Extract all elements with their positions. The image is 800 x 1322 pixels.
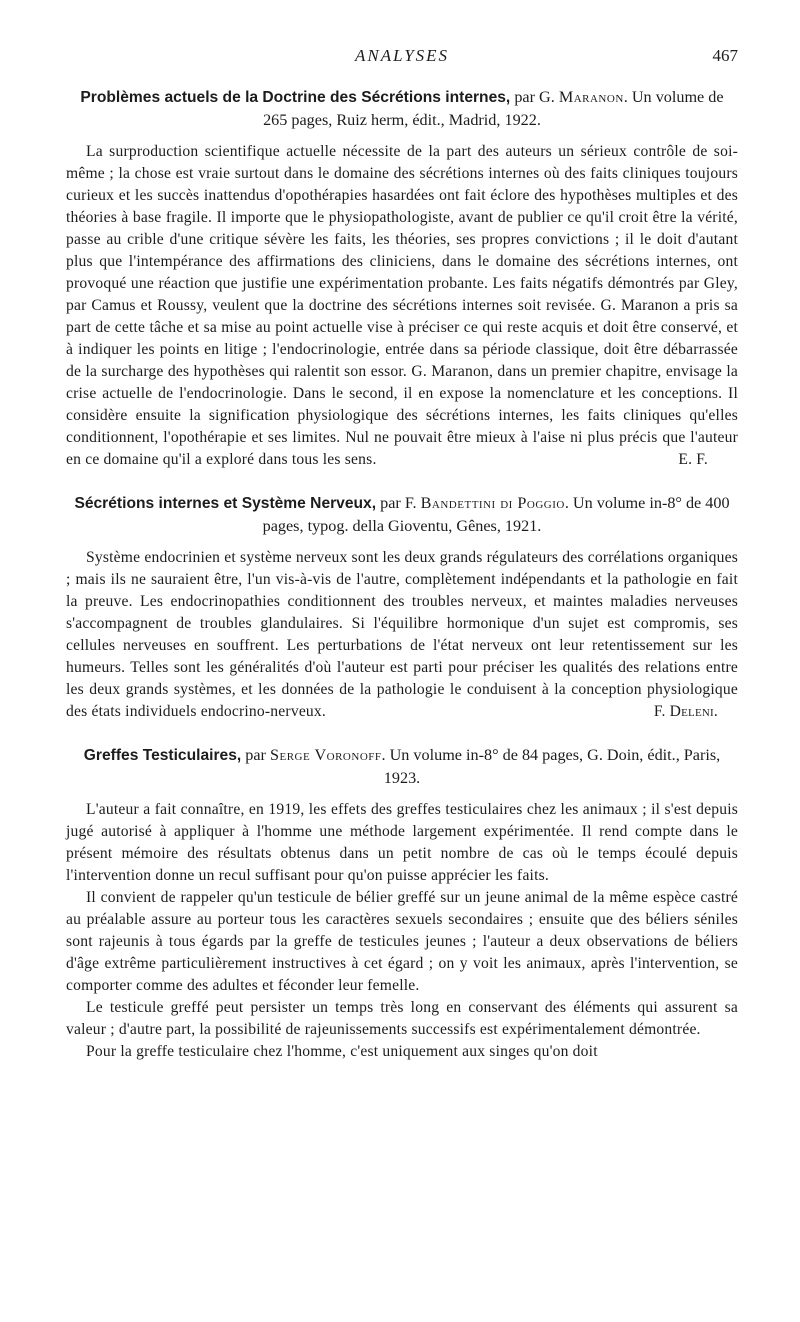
review-publication: . Un volume in-8° de 400 pages, typog. della Gioventu, Gênes, 1921. (262, 494, 730, 535)
page-content (66, 86, 738, 1084)
running-head (66, 46, 738, 70)
review-heading (66, 86, 738, 131)
review-voronoff (66, 744, 738, 1063)
review-paragraph: Pour la greffe testiculaire chez l'homme, c'est uniquement aux singes qu'on doit (86, 1043, 598, 1060)
review-heading (66, 744, 738, 789)
review-paragraph: L'auteur a fait connaître, en 1919, les effets des greffes testiculaires chez les animaux ; il s'est depuis jugé autorisé à appliquer à l'homme une méthode largement expérimentée. Il rend compte dans le présent mémoire des résultats obtenus dans un petit nombre de cas où le temps écoulé depuis l'intervention donne un recul suffisant pour qu'on puisse apprécier les faits. (66, 801, 738, 884)
review-par: par G. (514, 88, 555, 106)
review-paragraph (66, 141, 738, 471)
review-author: Serge Voronoff (269, 746, 382, 764)
review-maranon (66, 86, 738, 471)
review-publication: . Un volume in-8° de 84 pages, G. Doin, édit., Paris, 1923. (381, 746, 721, 787)
review-author: Bandettini di Poggio (420, 494, 565, 512)
review-publication: . Un volume de 265 pages, Ruiz herm, édit., Madrid, 1922. (263, 88, 724, 129)
page-number: 467 (712, 46, 738, 65)
running-title: ANALYSES (354, 46, 450, 65)
review-signature: F. Deleni. (653, 703, 718, 720)
review-par: par F. (380, 494, 417, 512)
review-author: Maranon (558, 88, 624, 106)
review-paragraph: Il convient de rappeler qu'un testicule de bélier greffé sur un jeune animal de la même espèce castré au préalable assure au porteur tous les caractères sexuels secondaires ; ensuite que des béliers séniles sont rajeunis à tous égards par la greffe de testicules jeunes ; l'auteur a deux observations de béliers d'âge extrême particulièrement instructives à cet égard ; on y voit les animaux, après l'intervention, se comporter comme des adultes et féconder leur femelle. (66, 889, 738, 994)
review-signature: E. F. (678, 451, 708, 468)
review-title: Greffes Testiculaires, (83, 747, 242, 764)
review-heading (66, 492, 738, 537)
review-paragraph (66, 547, 738, 723)
review-bandettini (66, 492, 738, 723)
paragraph-text: Système endocrinien et système nerveux sont les deux grands régulateurs des corrélations organiques ; mais ils ne sauraient être, l'un vis-à-vis de l'autre, complètement indépendants et la pathologie en fait la preuve. Les endocrinopathies conditionnent des troubles nerveux, et maintes maladies nerveuses s'accompagnent de troubles glandulaires. Si l'équilibre hormonique d'un sujet est compromis, ses cellules nerveuses en souffrent. Les perturbations de l'état nerveux ont leur retentissement sur les humeurs. Telles sont les généralités d'où l'auteur est parti pour préciser les qualités des relations entre les deux grands systèmes, et les données de la pathologie le conduisent à la conception physiologique des états individuels endocrino-nerveux. (66, 549, 738, 720)
review-par: par (245, 746, 266, 764)
review-paragraph: Le testicule greffé peut persister un temps très long en conservant des éléments qui assurent sa valeur ; d'autre part, la possibilité de rajeunissements successifs est expérimentalement démontrée. (66, 999, 738, 1038)
paragraph-text: La surproduction scientifique actuelle nécessite de la part des auteurs un sérieux contrôle de soi-même ; la chose est vraie surtout dans le domaine des sécrétions internes où des faits cliniques toujours curieux et les succès inattendus d'opothérapies hasardées ont fait éclore des hypothèses multiples et des théories à base fragile. Il importe que le physiopathologiste, avant de publier ce qu'il croit être la vérité, passe au crible d'une critique sévère les faits, les théories, ses propres convictions ; il le doit d'autant plus que l'intempérance des affirmations des cliniciens, dans le domaine des sécrétions internes, ont provoqué une réaction que justifie une expérimentation probante. Les faits négatifs démontrés par Gley, par Camus et Roussy, veulent que la doctrine des sécrétions internes soit revisée. G. Maranon a pris sa part de cette tâche et sa mise au point actuelle vise à préciser ce qui reste acquis et doit être conservé, et à indiquer les points en litige ; l'endocrinologie, entrée dans sa période classique, doit être débarrassée de la surcharge des hypothèses qui ralentit son essor. G. Maranon, dans un premier chapitre, envisage la crise actuelle de l'endocrinologie. Dans le second, il en expose la nomenclature et les conceptions. Il considère ensuite la signification physiologique des sécrétions internes, les faits cliniques qu'elles conditionnent, l'opothérapie et ses limites. Nul ne pouvait être mieux à l'aise ni plus précis que l'auteur en ce domaine qu'il a exploré dans tous les sens. (66, 143, 738, 468)
review-title: Sécrétions internes et Système Nerveux, (74, 495, 377, 512)
review-title: Problèmes actuels de la Doctrine des Sécrétions internes, (80, 89, 511, 106)
